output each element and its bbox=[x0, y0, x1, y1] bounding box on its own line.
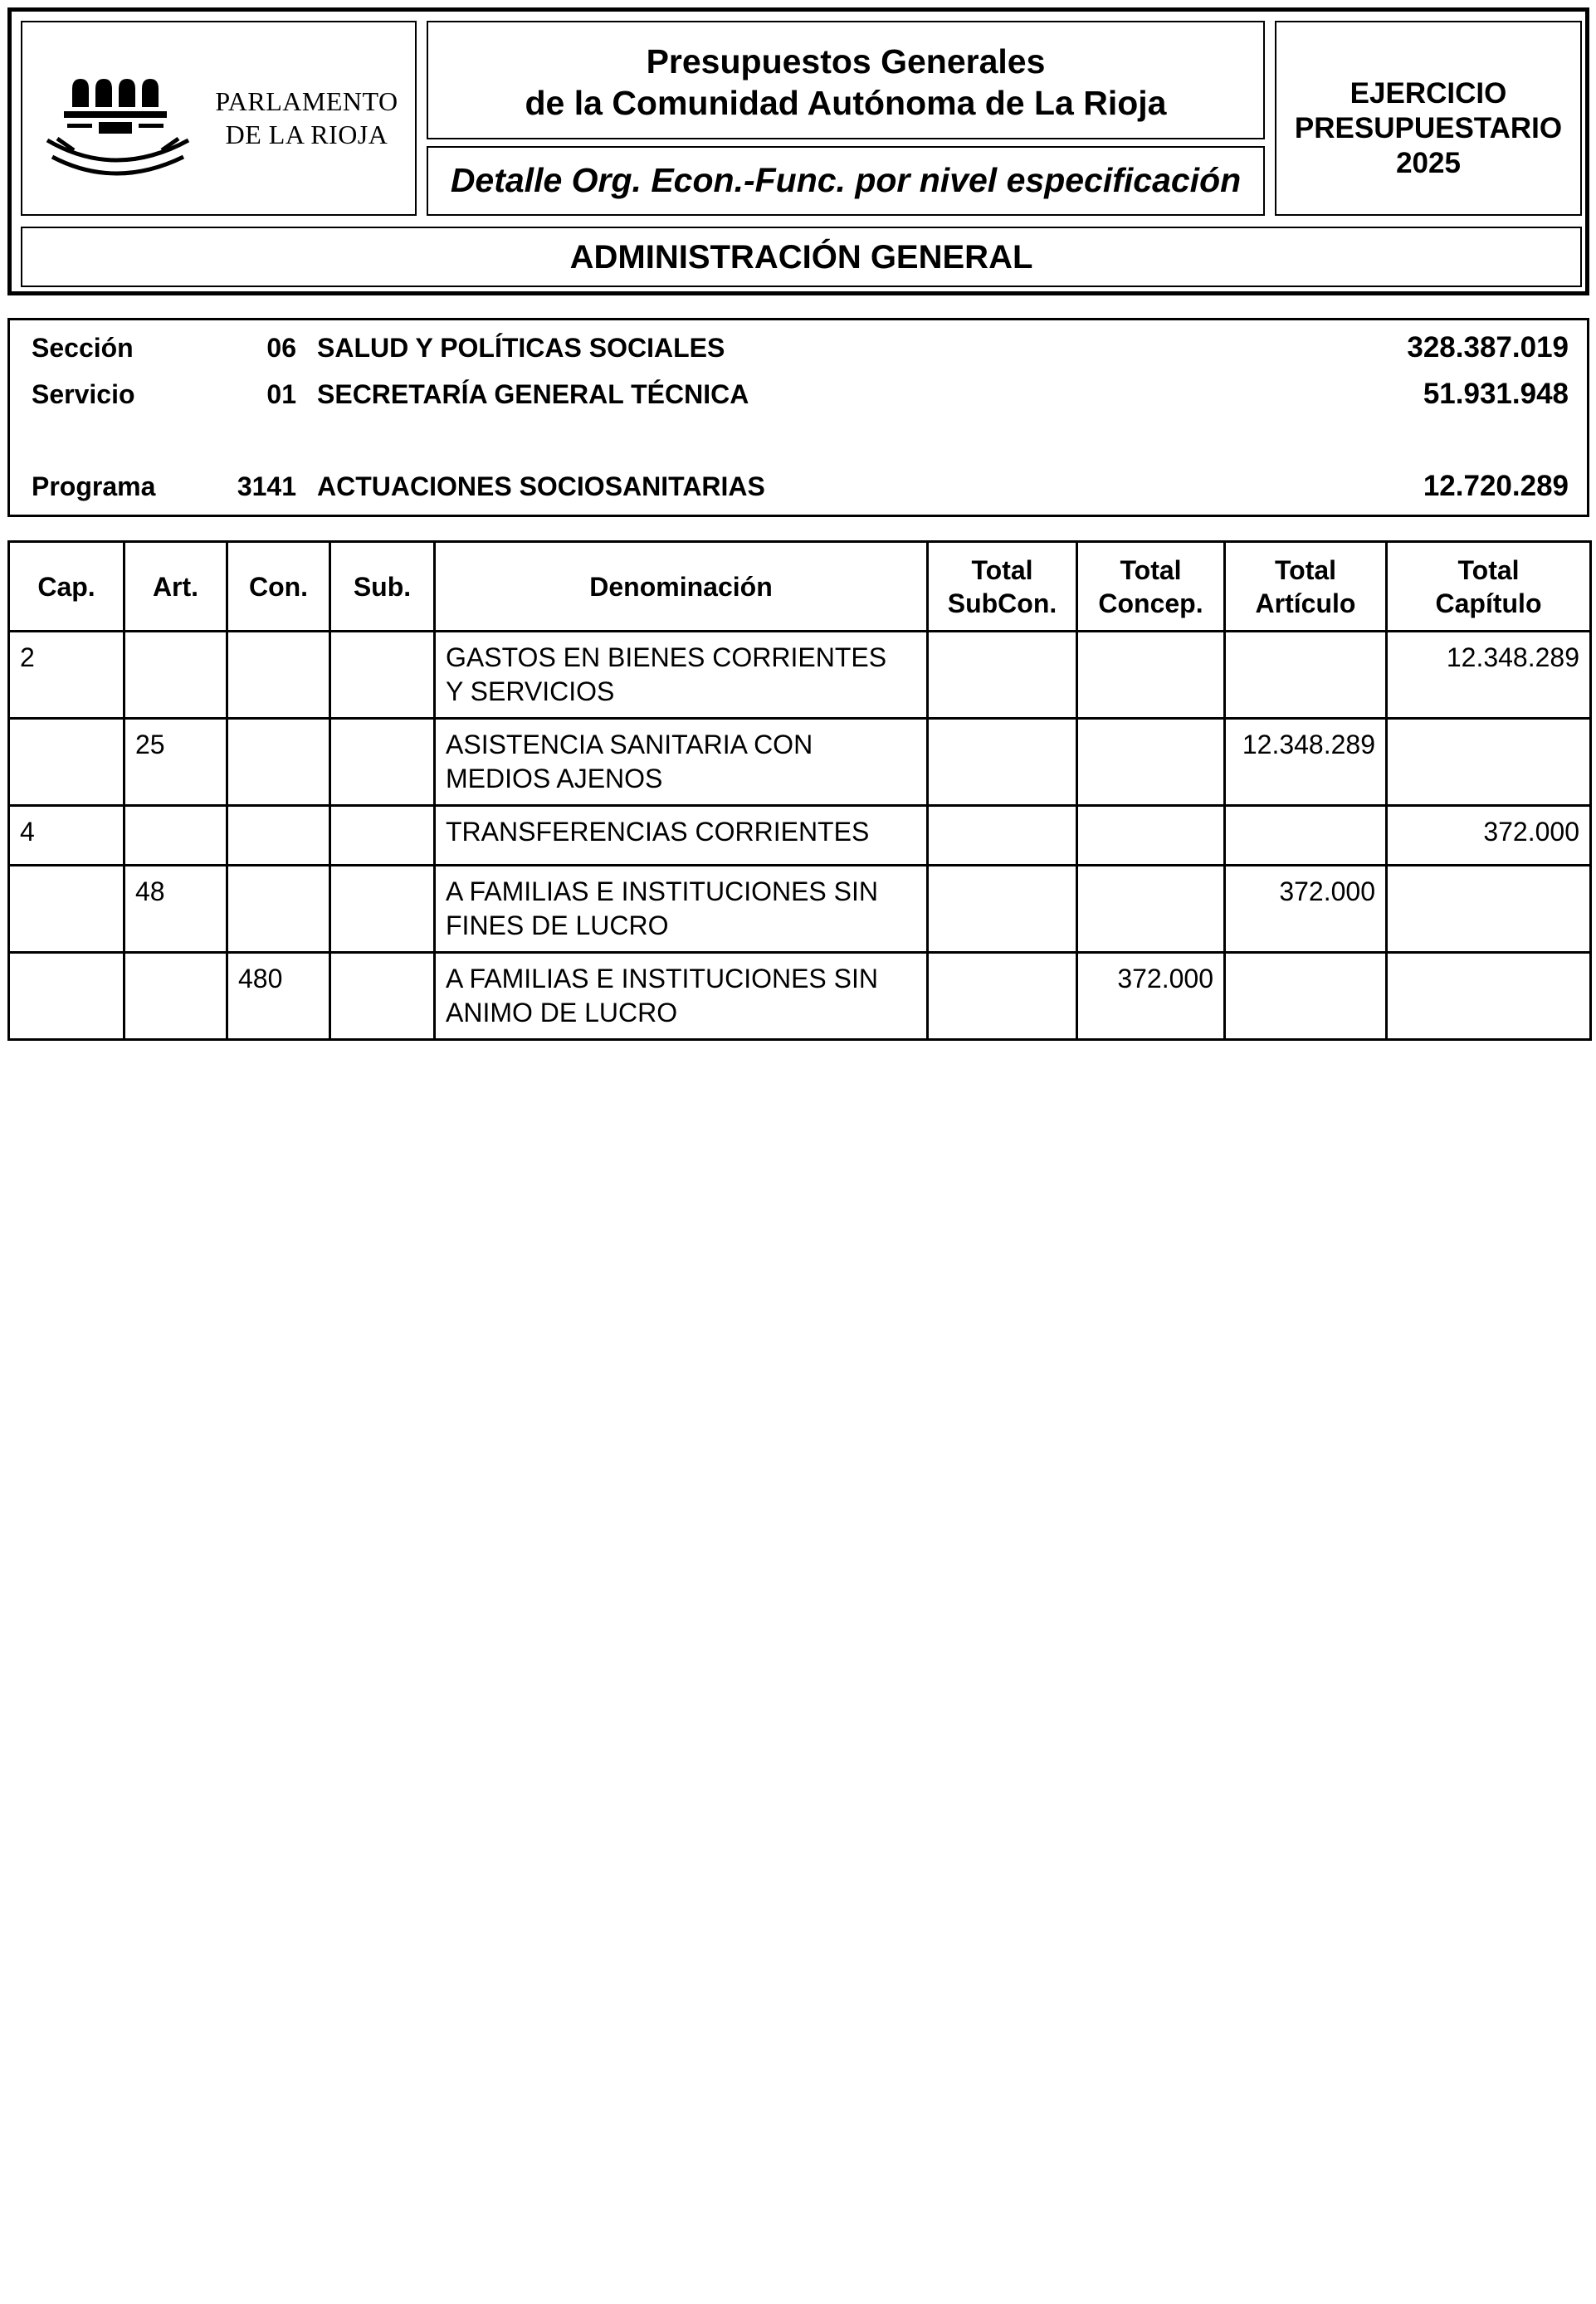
cell-con bbox=[227, 719, 330, 806]
admin-title: ADMINISTRACIÓN GENERAL bbox=[569, 239, 1033, 276]
header-total-subcon-l1: Total bbox=[971, 554, 1033, 585]
cell-sub bbox=[330, 632, 435, 719]
denominacion-line2: MEDIOS AJENOS bbox=[446, 764, 663, 793]
subtitle-panel bbox=[427, 146, 1265, 216]
denominacion-line1: TRANSFERENCIAS CORRIENTES bbox=[446, 817, 870, 847]
subtitle: Detalle Org. Econ.-Func. por nivel especificación bbox=[450, 161, 1242, 199]
header-total-capitulo-l1: Total bbox=[1457, 554, 1520, 585]
title-line1: Presupuestos Generales bbox=[646, 42, 1046, 81]
cell-denominacion bbox=[435, 632, 928, 719]
cell-concep: 372.000 bbox=[1077, 953, 1225, 1040]
cell-subcon bbox=[928, 866, 1077, 953]
title-panel bbox=[427, 21, 1265, 139]
header-sub: Sub. bbox=[330, 542, 435, 632]
table-row bbox=[9, 806, 1591, 866]
cell-art bbox=[124, 806, 227, 866]
seccion-name: SALUD Y POLÍTICAS SOCIALES bbox=[317, 333, 725, 363]
ejercicio-panel bbox=[1275, 21, 1582, 216]
cell-cap bbox=[9, 953, 124, 1040]
table-row bbox=[9, 632, 1591, 719]
table-row bbox=[9, 866, 1591, 953]
header-total-articulo bbox=[1225, 542, 1387, 632]
denominacion-line1: A FAMILIAS E INSTITUCIONES SIN bbox=[446, 964, 878, 993]
budget-info bbox=[7, 318, 1589, 517]
cell-art bbox=[124, 632, 227, 719]
servicio-label: Servicio bbox=[32, 379, 135, 409]
cell-articulo: 372.000 bbox=[1225, 866, 1387, 953]
ejercicio-line1: EJERCICIO bbox=[1350, 77, 1507, 110]
budget-detail-table bbox=[7, 540, 1592, 1041]
cell-art: 25 bbox=[124, 719, 227, 806]
cell-sub bbox=[330, 719, 435, 806]
servicio-code: 01 bbox=[266, 379, 296, 409]
table-row bbox=[9, 719, 1591, 806]
cell-con bbox=[227, 806, 330, 866]
org-name-line2: DE LA RIOJA bbox=[225, 120, 388, 149]
cell-art bbox=[124, 953, 227, 1040]
cell-cap: 2 bbox=[9, 632, 124, 719]
cell-subcon bbox=[928, 632, 1077, 719]
cell-art: 48 bbox=[124, 866, 227, 953]
cell-subcon bbox=[928, 806, 1077, 866]
cell-con bbox=[227, 632, 330, 719]
seccion-code: 06 bbox=[266, 333, 296, 363]
cell-concep bbox=[1077, 719, 1225, 806]
cell-capitulo: 12.348.289 bbox=[1387, 632, 1591, 719]
cell-capitulo bbox=[1387, 953, 1591, 1040]
cell-capitulo bbox=[1387, 866, 1591, 953]
cell-articulo bbox=[1225, 632, 1387, 719]
denominacion-line1: GASTOS EN BIENES CORRIENTES bbox=[446, 642, 887, 672]
header-total-articulo-l1: Total bbox=[1274, 554, 1337, 585]
cell-denominacion bbox=[435, 806, 928, 866]
programa-row bbox=[10, 470, 1587, 503]
programa-code: 3141 bbox=[237, 471, 296, 501]
admin-panel bbox=[21, 227, 1582, 287]
servicio-row bbox=[10, 378, 1587, 411]
table-header-row bbox=[9, 542, 1591, 632]
header-art: Art. bbox=[124, 542, 227, 632]
cell-con bbox=[227, 866, 330, 953]
servicio-name: SECRETARÍA GENERAL TÉCNICA bbox=[317, 379, 749, 409]
seccion-row bbox=[10, 331, 1587, 364]
cell-cap bbox=[9, 866, 124, 953]
cell-subcon bbox=[928, 719, 1077, 806]
cell-denominacion bbox=[435, 866, 928, 953]
header-total-capitulo bbox=[1387, 542, 1591, 632]
header-total-concep bbox=[1077, 542, 1225, 632]
cell-concep bbox=[1077, 806, 1225, 866]
ejercicio-line2: PRESUPUESTARIO bbox=[1294, 112, 1563, 144]
denominacion-line1: ASISTENCIA SANITARIA CON bbox=[446, 730, 813, 759]
ejercicio-year: 2025 bbox=[1396, 147, 1461, 179]
cell-articulo: 12.348.289 bbox=[1225, 719, 1387, 806]
seccion-amount: 328.387.019 bbox=[1407, 331, 1569, 364]
header-total-subcon-l2: SubCon. bbox=[947, 588, 1057, 618]
cell-con: 480 bbox=[227, 953, 330, 1040]
cell-denominacion bbox=[435, 953, 928, 1040]
cell-cap: 4 bbox=[9, 806, 124, 866]
servicio-amount: 51.931.948 bbox=[1423, 378, 1569, 410]
header-denominacion: Denominación bbox=[435, 542, 928, 632]
cell-sub bbox=[330, 806, 435, 866]
header-total-subcon bbox=[928, 542, 1077, 632]
denominacion-line2: Y SERVICIOS bbox=[446, 676, 615, 706]
cell-concep bbox=[1077, 866, 1225, 953]
programa-name: ACTUACIONES SOCIOSANITARIAS bbox=[317, 471, 765, 501]
cell-sub bbox=[330, 953, 435, 1040]
header-total-concep-l1: Total bbox=[1120, 554, 1182, 585]
programa-amount: 12.720.289 bbox=[1423, 470, 1569, 502]
org-name bbox=[201, 85, 412, 151]
cell-concep bbox=[1077, 632, 1225, 719]
denominacion-line1: A FAMILIAS E INSTITUCIONES SIN bbox=[446, 876, 878, 906]
denominacion-line2: FINES DE LUCRO bbox=[446, 910, 669, 940]
header-total-concep-l2: Concep. bbox=[1098, 588, 1203, 618]
cell-subcon bbox=[928, 953, 1077, 1040]
document-header bbox=[7, 7, 1589, 295]
parliament-logo-icon bbox=[41, 64, 198, 188]
cell-capitulo: 372.000 bbox=[1387, 806, 1591, 866]
header-cap: Cap. bbox=[9, 542, 124, 632]
title-line2: de la Comunidad Autónoma de La Rioja bbox=[525, 84, 1167, 122]
cell-capitulo bbox=[1387, 719, 1591, 806]
cell-cap bbox=[9, 719, 124, 806]
header-con: Con. bbox=[227, 542, 330, 632]
cell-sub bbox=[330, 866, 435, 953]
cell-articulo bbox=[1225, 806, 1387, 866]
denominacion-line2: ANIMO DE LUCRO bbox=[446, 998, 678, 1028]
org-name-line1: PARLAMENTO bbox=[215, 86, 398, 116]
table-row bbox=[9, 953, 1591, 1040]
header-total-articulo-l2: Artículo bbox=[1255, 588, 1356, 618]
cell-denominacion bbox=[435, 719, 928, 806]
header-total-capitulo-l2: Capítulo bbox=[1435, 588, 1542, 618]
programa-label: Programa bbox=[32, 471, 156, 501]
cell-articulo bbox=[1225, 953, 1387, 1040]
logo-panel bbox=[21, 21, 417, 216]
seccion-label: Sección bbox=[32, 333, 134, 363]
